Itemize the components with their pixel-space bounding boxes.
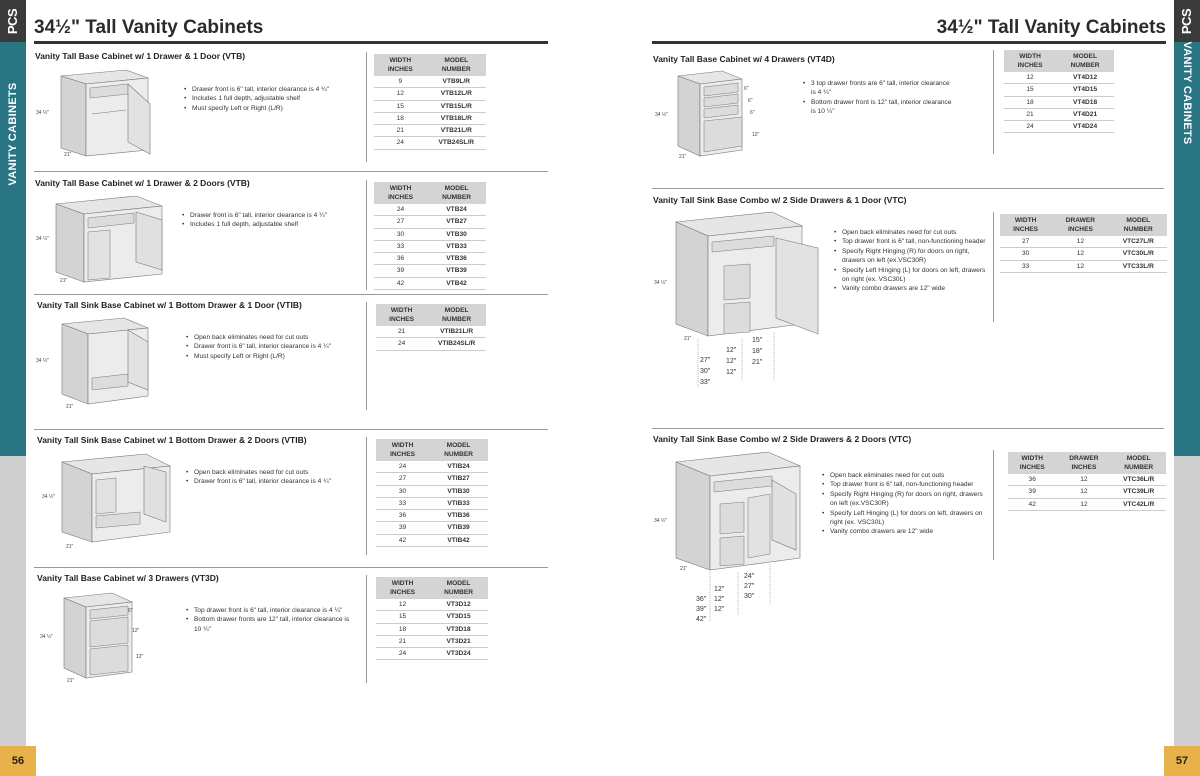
table-row: 21 VT4D21 (1004, 108, 1114, 120)
page-number: 56 (0, 746, 36, 776)
cabinet-illustration (36, 312, 156, 412)
spec-table: WIDTH INCHES MODEL NUMBER 12 VT4D12 15 VT4D15 18 VT4D18 21 VT4D21 24 VT4D24 (1004, 50, 1114, 133)
section-title: Vanity Tall Sink Base Cabinet w/ 1 Bottom Drawer & 1 Door (VTIB) (37, 300, 302, 310)
table-row: 12 VTB12L/R (374, 88, 486, 100)
title-rule (652, 41, 1166, 44)
svg-text:34 ½": 34 ½" (36, 236, 49, 242)
table-row: 24 VT3D24 (376, 648, 488, 660)
table-row: 27 VTB27 (374, 216, 486, 228)
feature-list: • 3 top drawer fronts are 6" tall, interior clearance is 4 ¼" • Bottom drawer front is 12" tall, interior clearance is 10 ¼" (802, 79, 952, 117)
feature-list: • Top drawer front is 6" tall, interior clearance is 4 ¼" • Bottom drawer fronts are 12" tall, interior clearance is 10 ¼" (185, 606, 350, 634)
svg-text:21": 21" (64, 152, 72, 158)
svg-text:12": 12" (714, 606, 725, 613)
svg-text:34 ½": 34 ½" (42, 494, 55, 500)
spec-table: WIDTH INCHES MODEL NUMBER 12 VT3D12 15 VT3D15 18 VT3D18 21 VT3D21 24 VT3D24 (376, 577, 488, 660)
svg-text:42": 42" (696, 616, 707, 623)
section-title: Vanity Tall Base Cabinet w/ 1 Drawer & 2 Doors (VTB) (35, 178, 250, 188)
cabinet-illustration (652, 66, 772, 162)
table-row: 27 VTIB27 (376, 473, 488, 485)
spec-table: WIDTH INCHES MODEL NUMBER 21 VTIB21L/R 24 VTIB24SL/R (376, 304, 486, 351)
svg-text:12": 12" (726, 347, 737, 354)
svg-text:12": 12" (136, 654, 144, 660)
table-row: 30 12 VTC30L/R (1000, 248, 1167, 260)
section-title: Vanity Tall Sink Base Combo w/ 2 Side Drawers & 1 Door (VTC) (653, 195, 907, 205)
table-row: 42 12 VTC42L/R (1008, 498, 1166, 510)
feature-list: • Open back eliminates need for cut outs • Top drawer front is 6" tall, non-functioning header • Specify Right Hinging (R) for doors on right, drawers on left (ex.VSC30R) • Specify Left Hinging (L) for doors on left, drawers on right (ex. VSC30L) • Vanity combo drawers are 12" wide (833, 228, 988, 294)
feature-list: • Drawer front is 6" tall, interior clearance is 4 ¼" • Includes 1 full depth, adjustable shelf • Must specify Left or Right (L/R) (183, 85, 333, 113)
table-row: 24 VTB24SL/R (374, 137, 486, 149)
section-title: Vanity Tall Base Cabinet w/ 4 Drawers (VT4D) (653, 54, 835, 64)
svg-text:27": 27" (744, 583, 755, 590)
svg-text:12": 12" (714, 596, 725, 603)
feature-list: • Drawer front is 6" tall, interior clearance is 4 ¼" • Includes 1 full depth, adjustable shelf (181, 211, 361, 230)
svg-text:34 ½": 34 ½" (40, 634, 53, 640)
section-tab (0, 42, 26, 456)
feature-list: • Open back eliminates need for cut outs • Top drawer front is 6" tall, non-functioning header • Specify Right Hinging (R) for doors on right, drawers on left (ex.VSC30R) • Specify Left Hinging (L) for doors on left, drawers on right (ex. VSC30L) • Vanity combo drawers are 12" wide (821, 471, 991, 537)
table-row: 36 VTB36 (374, 253, 486, 265)
table-row: 18 VTB18L/R (374, 112, 486, 124)
svg-text:15": 15" (752, 337, 763, 344)
svg-text:21": 21" (66, 544, 74, 550)
page-title: 34½" Tall Vanity Cabinets (34, 17, 264, 38)
svg-text:21": 21" (684, 336, 692, 342)
cabinet-illustration (36, 190, 166, 286)
svg-text:30": 30" (744, 593, 755, 600)
svg-text:34 ½": 34 ½" (36, 358, 49, 364)
table-row: 12 VT3D12 (376, 599, 488, 611)
table-row: 12 VT4D12 (1004, 72, 1114, 84)
table-row: 24 VTB24 (374, 204, 486, 216)
svg-text:34 ½": 34 ½" (654, 518, 667, 524)
table-row: 36 12 VTC36L/R (1008, 474, 1166, 486)
table-row: 24 VTIB24 (376, 461, 488, 473)
svg-text:21": 21" (60, 278, 68, 284)
table-row: 42 VTIB42 (376, 534, 488, 546)
section-label: VANITY CABINETS (1181, 41, 1193, 145)
table-row: 33 VTIB33 (376, 497, 488, 509)
svg-text:24": 24" (744, 573, 755, 580)
right-sidebar (1174, 0, 1200, 776)
table-row: 21 VT3D21 (376, 635, 488, 647)
section-title: Vanity Tall Base Cabinet w/ 1 Drawer & 1 Door (VTB) (35, 51, 246, 61)
svg-text:12": 12" (726, 369, 737, 376)
svg-text:12": 12" (714, 586, 725, 593)
section-label: VANITY CABINETS (7, 82, 19, 186)
svg-text:21": 21" (679, 154, 687, 160)
table-row: 21 VTIB21L/R (376, 326, 486, 338)
table-row: 39 12 VTC39L/R (1008, 486, 1166, 498)
table-row: 39 VTB39 (374, 265, 486, 277)
section-tab (1174, 42, 1200, 456)
svg-text:34 ½": 34 ½" (654, 280, 667, 286)
cabinet-illustration (36, 64, 156, 160)
svg-text:6": 6" (744, 86, 749, 92)
svg-text:12": 12" (726, 358, 737, 365)
table-row: 24 VT4D24 (1004, 121, 1114, 133)
feature-list: • Open back eliminates need for cut outs • Drawer front is 6" tall, interior clearance is 4 ¼" (185, 468, 365, 487)
cabinet-illustration (652, 206, 822, 396)
table-row: 18 VT3D18 (376, 623, 488, 635)
svg-text:6": 6" (128, 608, 133, 614)
section-title: Vanity Tall Base Cabinet w/ 3 Drawers (VT3D) (37, 573, 219, 583)
svg-text:6": 6" (750, 110, 755, 116)
svg-text:6": 6" (748, 98, 753, 104)
table-row: 15 VT4D15 (1004, 84, 1114, 96)
spec-table: WIDTH INCHES MODEL NUMBER 24 VTB24 27 VTB27 30 VTB30 33 VTB33 36 VTB36 39 VTB39 42 VTB42 (374, 182, 486, 290)
table-row: 33 VTB33 (374, 240, 486, 252)
spec-table: WIDTH INCHES MODEL NUMBER 9 VTB9L/R 12 VTB12L/R 15 VTB15L/R 18 VTB18L/R 21 VTB21L/R 24 VTB24SL/R (374, 54, 486, 150)
svg-text:30": 30" (700, 368, 711, 375)
cabinet-illustration (652, 446, 812, 626)
page-title: 34½" Tall Vanity Cabinets (936, 17, 1166, 38)
section-title: Vanity Tall Sink Base Combo w/ 2 Side Drawers & 2 Doors (VTC) (653, 434, 912, 444)
section-title: Vanity Tall Sink Base Cabinet w/ 1 Bottom Drawer & 2 Doors (VTIB) (37, 435, 307, 445)
svg-text:21": 21" (752, 359, 763, 366)
table-row: 39 VTIB39 (376, 522, 488, 534)
cabinet-illustration (36, 448, 176, 552)
table-row: 21 VTB21L/R (374, 125, 486, 137)
table-row: 9 VTB9L/R (374, 76, 486, 88)
table-row: 36 VTIB36 (376, 510, 488, 522)
page-number: 57 (1164, 746, 1200, 776)
spec-table: WIDTH INCHES MODEL NUMBER 24 VTIB24 27 VTIB27 30 VTIB30 33 VTIB33 36 VTIB36 39 VTIB39 42 VTIB42 (376, 439, 488, 547)
table-row: 15 VTB15L/R (374, 100, 486, 112)
table-row: 24 VTIB24SL/R (376, 338, 486, 350)
svg-text:12": 12" (752, 132, 760, 138)
spec-table: WIDTH INCHES DRAWER INCHES MODEL NUMBER 36 12 VTC36L/R 39 12 VTC39L/R 42 12 VTC42L/R (1008, 452, 1166, 511)
svg-text:21": 21" (67, 678, 75, 684)
table-row: 18 VT4D18 (1004, 96, 1114, 108)
table-row: 27 12 VTC27L/R (1000, 236, 1167, 248)
spec-table: WIDTH INCHES DRAWER INCHES MODEL NUMBER 27 12 VTC27L/R 30 12 VTC30L/R 33 12 VTC33L/R (1000, 214, 1167, 273)
svg-text:33": 33" (700, 379, 711, 386)
table-row: 42 VTB42 (374, 277, 486, 289)
feature-list: • Open back eliminates need for cut outs • Drawer front is 6" tall, interior clearance is 4 ¼" • Must specify Left or Right (L/R) (185, 333, 365, 361)
svg-text:39": 39" (696, 606, 707, 613)
svg-text:21": 21" (680, 566, 688, 572)
svg-text:12": 12" (132, 628, 140, 634)
table-row: 33 12 VTC33L/R (1000, 260, 1167, 272)
brand-logo: PCS (0, 0, 26, 42)
svg-text:34 ½": 34 ½" (36, 110, 49, 116)
svg-text:27": 27" (700, 357, 711, 364)
svg-text:18": 18" (752, 348, 763, 355)
table-row: 30 VTB30 (374, 228, 486, 240)
table-row: 15 VT3D15 (376, 611, 488, 623)
svg-text:21": 21" (66, 404, 74, 410)
title-rule (34, 41, 548, 44)
svg-text:34 ½": 34 ½" (655, 112, 668, 118)
svg-text:36": 36" (696, 596, 707, 603)
cabinet-illustration (36, 588, 156, 686)
table-row: 30 VTIB30 (376, 485, 488, 497)
left-sidebar (0, 0, 26, 776)
brand-logo: PCS (1174, 0, 1200, 42)
